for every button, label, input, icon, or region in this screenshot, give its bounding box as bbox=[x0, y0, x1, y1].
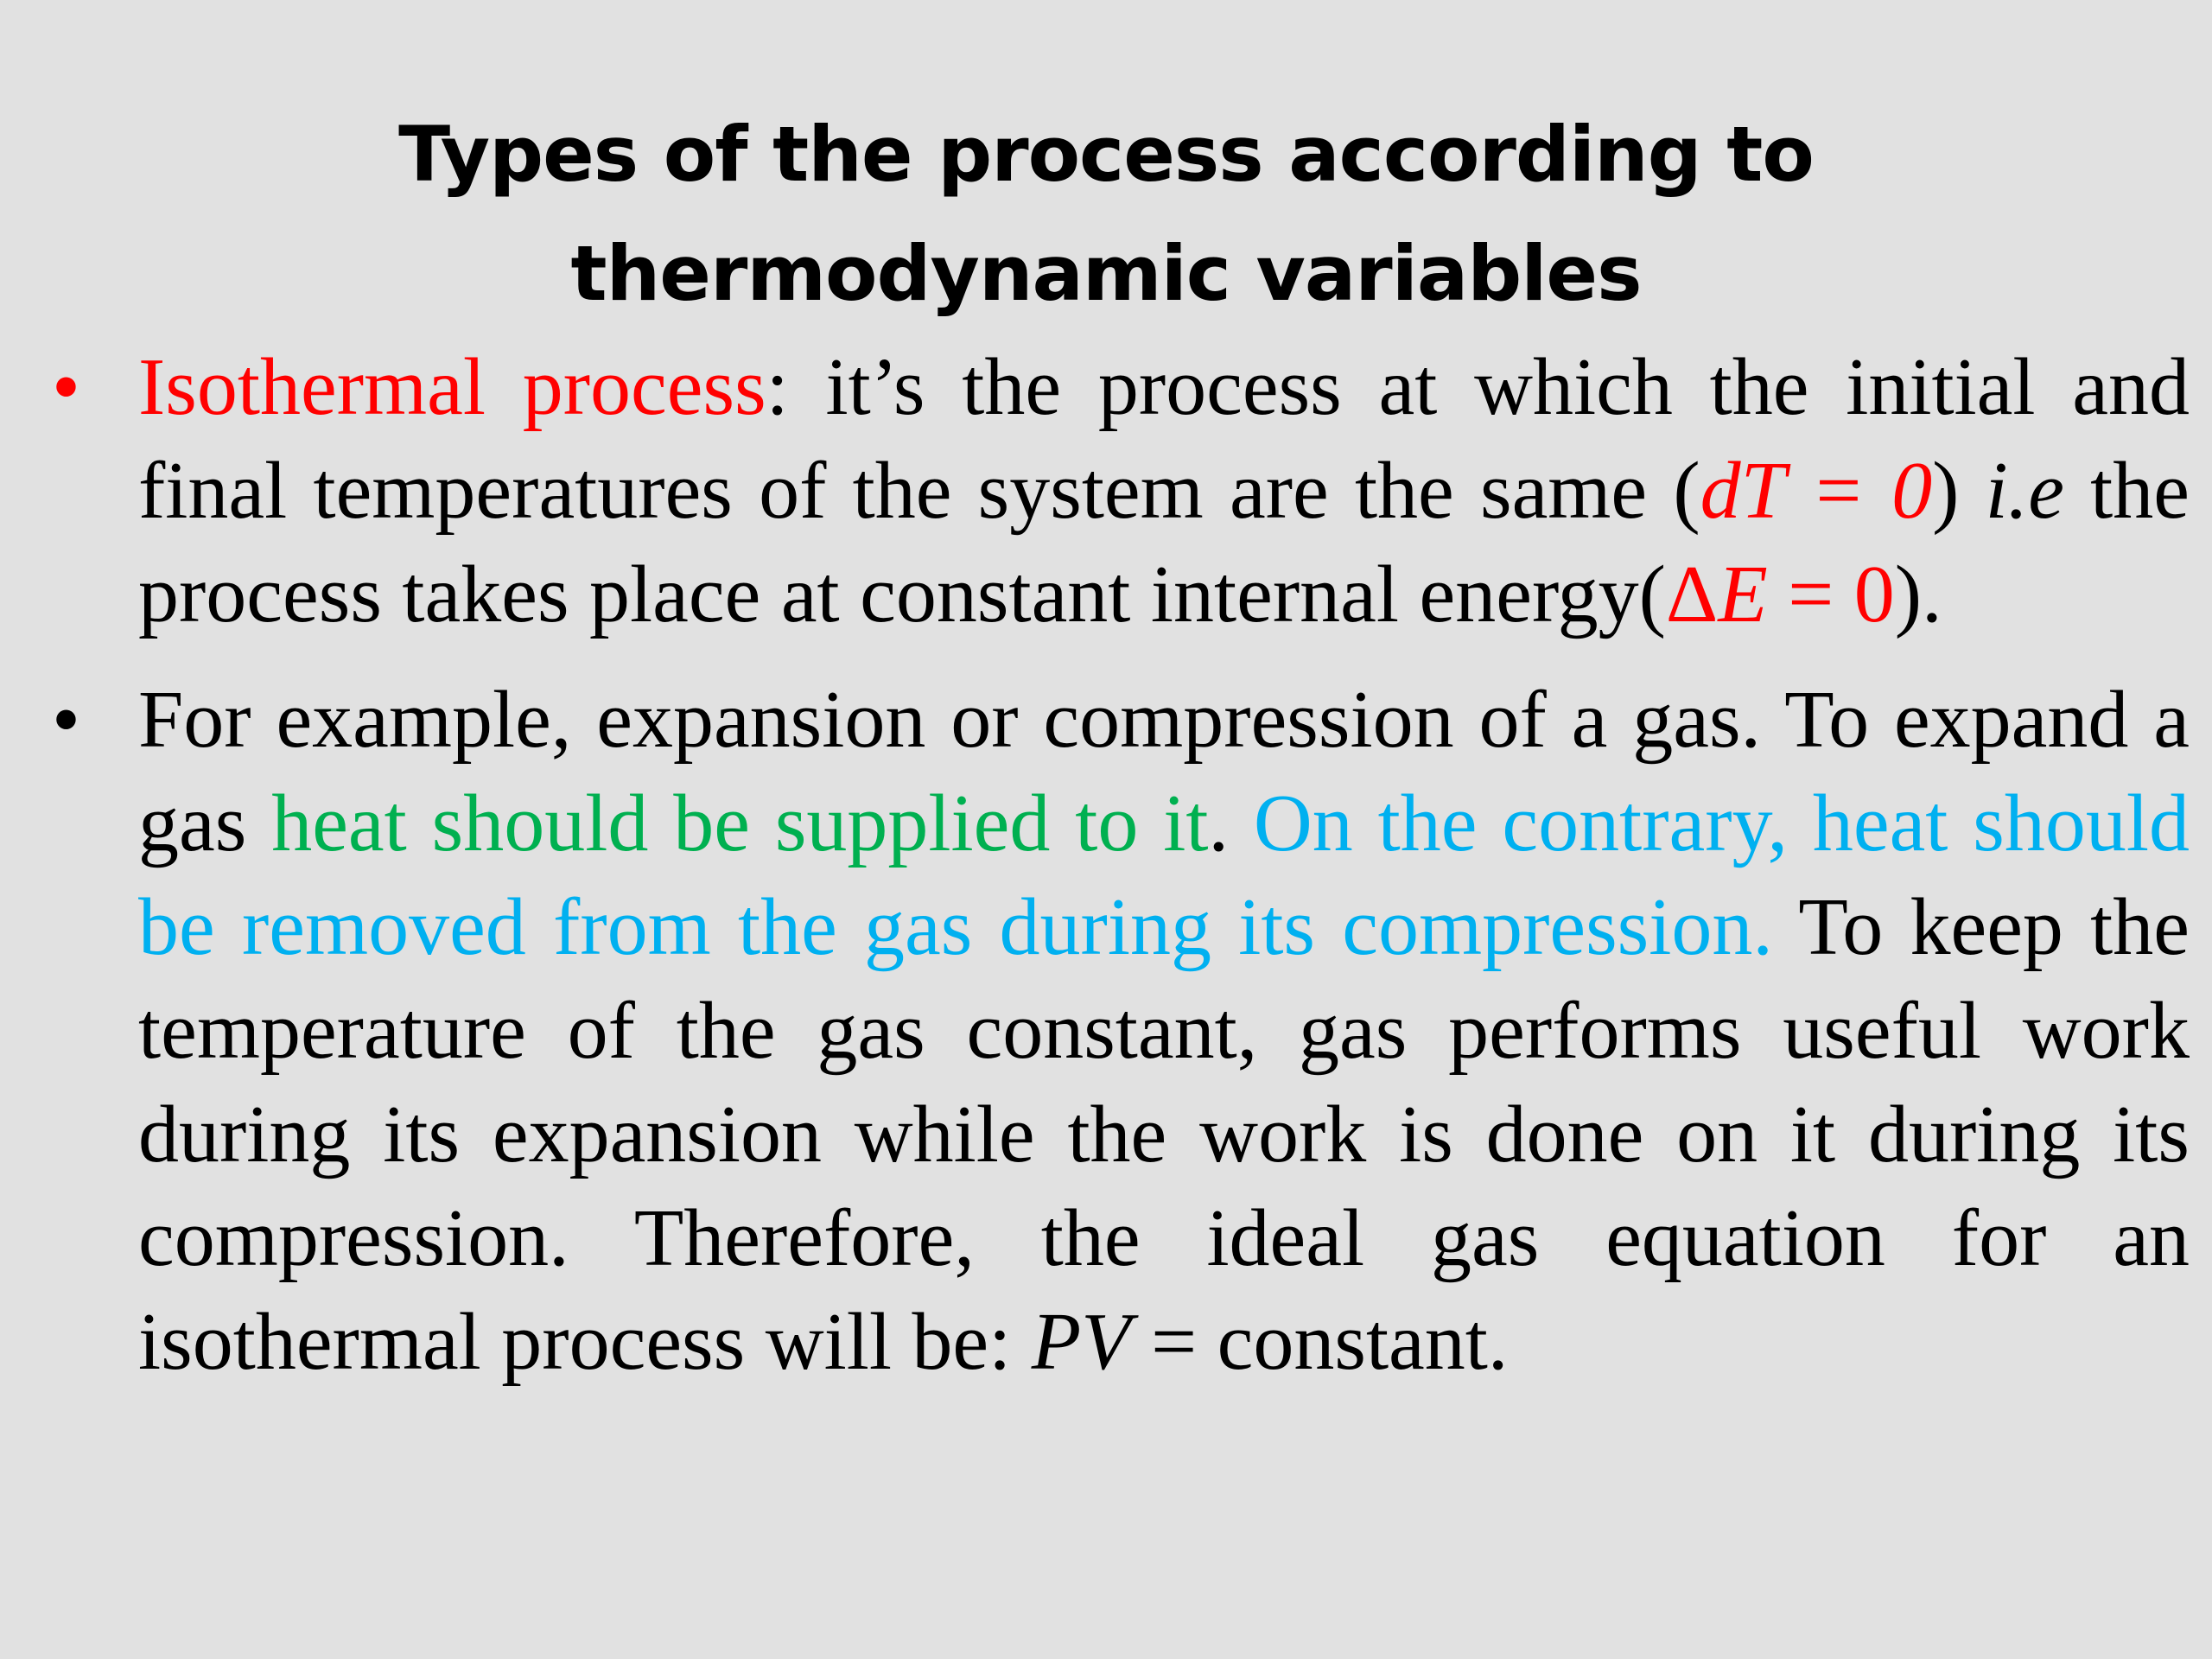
slide-title-line-1: Types of the process according to bbox=[398, 110, 1814, 199]
example-text-2: . bbox=[1208, 779, 1254, 868]
definition-text-2: ) bbox=[1932, 446, 1986, 536]
bullet-icon: • bbox=[52, 675, 80, 765]
slide-title bbox=[0, 95, 2212, 334]
equation-energy-zero: = 0 bbox=[1767, 550, 1895, 639]
bullet-list bbox=[52, 335, 2190, 1415]
bullet-item-isothermal bbox=[52, 335, 2190, 646]
example-text: For example, expansion or compression of a gas. To expand a gas bbox=[138, 675, 2190, 868]
example-text-3: To keep the temperature of the gas constant, gas performs useful work during its expansion while the work is done on it during its compression. Therefore, the ideal gas equation for an isothermal process will be: bbox=[138, 882, 2190, 1387]
term-isothermal-process: Isothermal process bbox=[138, 342, 766, 432]
example-heat-removed: On the contrary, heat should be removed from the gas during its compression. bbox=[138, 779, 2190, 972]
equation-dt-zero: dT = 0 bbox=[1700, 446, 1933, 536]
equation-energy-variable: E bbox=[1718, 550, 1768, 639]
definition-text-4: ). bbox=[1894, 550, 1942, 639]
equation-pv: PV bbox=[1031, 1297, 1131, 1387]
example-heat-supplied: heat should be supplied to it bbox=[271, 779, 1209, 868]
definition-text-3: the process takes place at constant internal energy( bbox=[138, 446, 2190, 639]
bullet-icon: • bbox=[52, 342, 80, 432]
definition-text: : it’s the process at which the initial and final temperatures of the system are the same ( bbox=[138, 342, 2190, 536]
bullet-item-example bbox=[52, 668, 2190, 1394]
slide-title-line-2: thermodynamic variables bbox=[570, 229, 1642, 318]
example-text-4: = constant. bbox=[1130, 1297, 1509, 1387]
equation-delta-symbol: Δ bbox=[1665, 550, 1719, 639]
ie-abbreviation: i.e bbox=[1985, 446, 2064, 536]
